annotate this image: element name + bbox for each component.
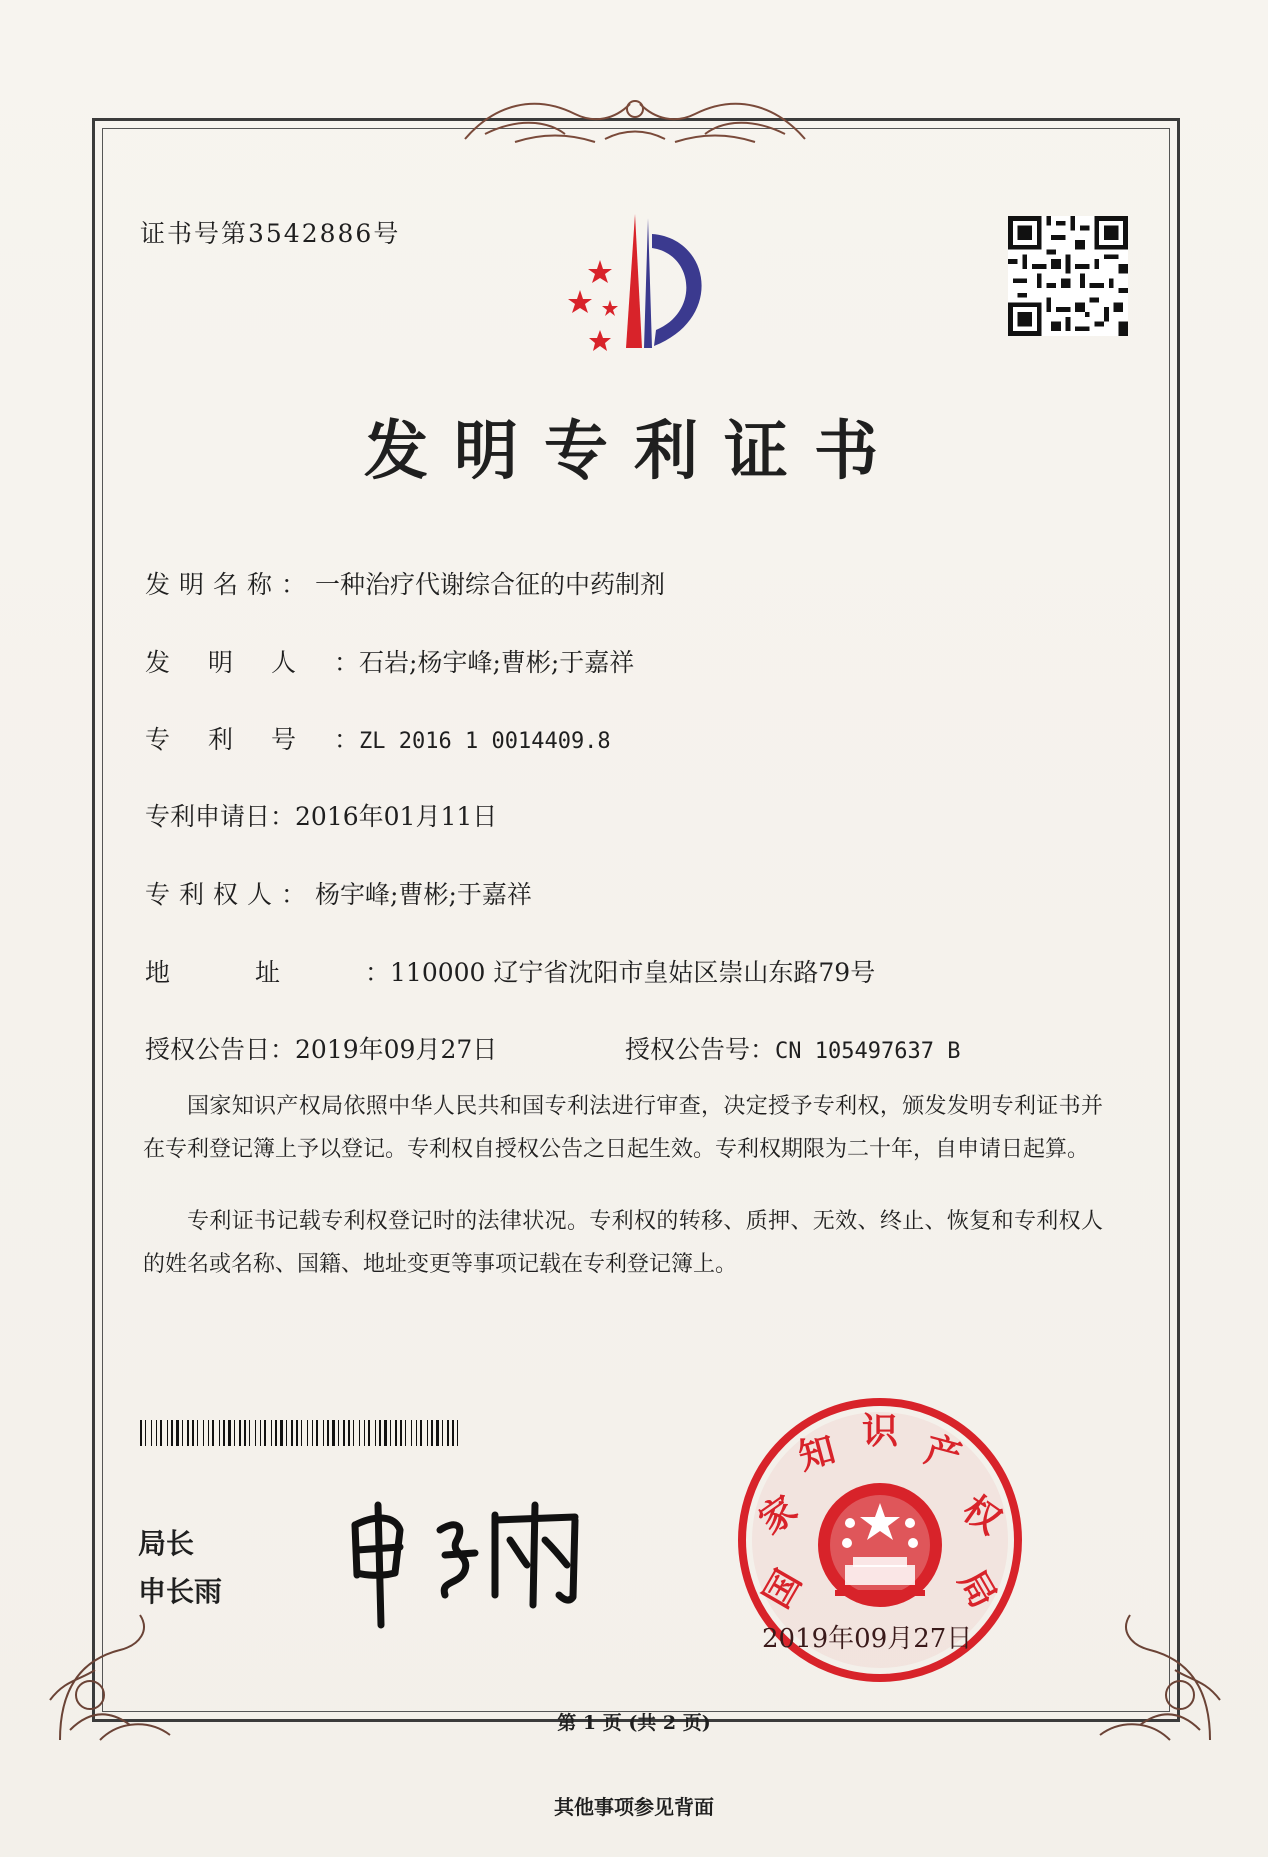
legal-paragraph-2: 专利证书记载专利权登记时的法律状况。专利权的转移、质押、无效、终止、恢复和专利权人的姓名或名称、国籍、地址变更等事项记载在专利登记簿上。 <box>143 1209 1103 1277</box>
certificate-number: 证书号第3542886号 <box>140 219 401 248</box>
footer-note: 其他事项参见背面 <box>554 1795 714 1819</box>
field-value: 一种治疗代谢综合征的中药制剂 <box>315 570 666 599</box>
svg-text:识: 识 <box>861 1411 899 1452</box>
signature-image <box>345 1485 625 1635</box>
field-label: 地址： <box>145 958 476 987</box>
svg-text:局: 局 <box>950 1563 1004 1616</box>
field-grant-number <box>625 1030 960 1066</box>
cnipa-logo-icon <box>540 208 730 360</box>
field-label: 发明名称： <box>145 570 316 599</box>
page-indicator: 第 1 页 (共 2 页) <box>557 1712 711 1734</box>
field-invention-name <box>145 565 665 601</box>
field-label: 专利权人： <box>145 880 316 909</box>
field-value: 2016年01月11日 <box>295 802 498 831</box>
field-grant-date <box>145 1030 497 1066</box>
field-value: 110000 辽宁省沈阳市皇姑区崇山东路79号 <box>390 958 876 987</box>
svg-text:权: 权 <box>955 1488 1009 1543</box>
field-label: 专利号： <box>145 725 398 754</box>
director-title: 局长 <box>138 1527 195 1560</box>
field-label: 专利申请日： <box>145 802 296 831</box>
field-patentees <box>145 875 532 911</box>
seal-date: 2019年09月27日 <box>762 1624 973 1654</box>
svg-text:产: 产 <box>920 1429 966 1479</box>
qr-code-icon <box>1008 216 1128 336</box>
certificate-title: 发明专利证书 <box>364 414 904 489</box>
field-label: 发明人： <box>145 648 398 677</box>
legal-paragraph-1: 国家知识产权局依照中华人民共和国专利法进行审查，决定授予专利权，颁发发明专利证书并在专利登记簿上予以登记。专利权自授权公告之日起生效。专利权期限为二十年，自申请日起算。 <box>143 1094 1103 1162</box>
field-value: 石岩;杨宇峰;曹彬;于嘉祥 <box>359 648 635 677</box>
field-inventors <box>145 643 634 679</box>
field-address <box>145 953 875 989</box>
barcode-icon <box>140 1420 462 1446</box>
field-label: 授权公告日： <box>145 1035 296 1064</box>
field-value: 杨宇峰;曹彬;于嘉祥 <box>315 880 532 909</box>
field-value: 2019年09月27日 <box>295 1035 498 1064</box>
field-application-date <box>145 797 497 833</box>
svg-text:家: 家 <box>751 1488 805 1543</box>
field-label: 授权公告号： <box>625 1035 776 1064</box>
field-patent-number <box>145 720 611 756</box>
director-name: 申长雨 <box>138 1575 223 1608</box>
svg-text:国: 国 <box>756 1563 810 1616</box>
field-value: ZL 2016 1 0014409.8 <box>359 729 611 754</box>
svg-text:知: 知 <box>794 1429 840 1479</box>
field-value: CN 105497637 B <box>775 1039 961 1064</box>
top-ornament-icon <box>455 84 815 154</box>
